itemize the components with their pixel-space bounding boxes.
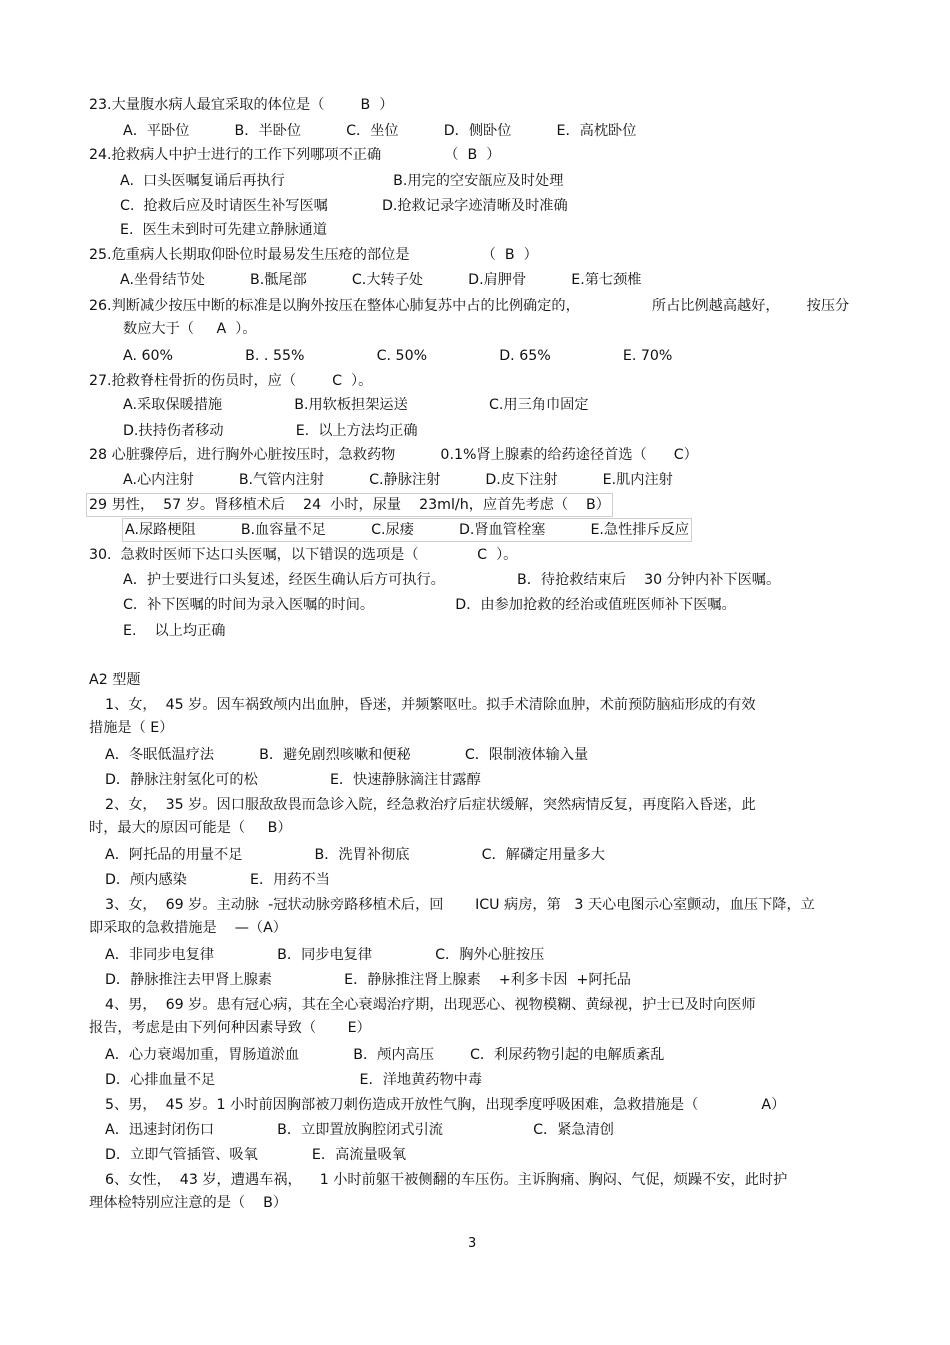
q27-stem: 27.抢救脊柱骨折的伤员时，应（ C ）。 xyxy=(89,373,373,389)
q24-stem: 24.抢救病人中护士进行的工作下列哪项不正确 （ B ） xyxy=(89,147,501,163)
q30-options-ab: A．护士要进行口头复述，经医生确认后方可执行。 B．待抢救结束后 30 分钟内补下医嘱。 xyxy=(123,572,781,588)
q29-stem: 29 男性， 57 岁。肾移植术后 24 小时，尿量 23ml/h，应首先考虑（ B） xyxy=(89,497,610,513)
q25-stem: 25.危重病人长期取仰卧位时最易发生压疮的部位是 （ B ） xyxy=(89,247,538,263)
q29-options: A.尿路梗阻 B.血容量不足 C.尿瘘 D.肾血管栓塞 E.急性排斥反应 xyxy=(125,522,690,538)
q26-stem-cont: 数应大于（ A ）。 xyxy=(123,321,257,337)
q24-options-cd: C. 抢救后应及时请医生补写医嘱 D.抢救记录字迹清晰及时准确 xyxy=(120,198,568,214)
q28-stem: 28 心脏骤停后，进行胸外心脏按压时，急救药物 0.1%肾上腺素的给药途径首选（ C） xyxy=(89,447,698,463)
a2-q4-stem-cont: 报告，考虑是由下列何种因素导致（ E） xyxy=(89,1020,371,1036)
page-number: 3 xyxy=(468,1236,477,1251)
a2-q3-stem-cont: 即采取的急救措施是 —（A） xyxy=(89,920,287,936)
q24-options-ab: A. 口头医嘱复诵后再执行 B.用完的空安瓿应及时处理 xyxy=(120,173,564,189)
a2-q1-stem: 1、女， 45 岁。因车祸致颅内出血肿，昏迷，并频繁呕吐。拟手术清除血肿，术前预防脑疝形成的有效 xyxy=(105,697,756,713)
q27-options-de: D.扶持伤者移动 E. 以上方法均正确 xyxy=(123,423,418,439)
q23-options: A．平卧位 B．半卧位 C．坐位 D．侧卧位 E．高枕卧位 xyxy=(123,123,637,139)
a2-q4-options-abc: A．心力衰竭加重，胃肠道淤血 B．颅内高压 C．利尿药物引起的电解质紊乱 xyxy=(105,1047,665,1063)
a2-q6-stem: 6、女性， 43 岁，遭遇车祸， 1 小时前躯干被侧翻的车压伤。主诉胸痛、胸闷、气促，烦躁不安，此时护 xyxy=(105,1172,788,1188)
q30-stem: 30. 急救时医师下达口头医嘱，以下错误的选项是（ C ）。 xyxy=(89,547,518,563)
a2-q2-options-abc: A．阿托品的用量不足 B．洗胃补彻底 C．解磷定用量多大 xyxy=(105,847,605,863)
a2-q4-stem: 4、男， 69 岁。患有冠心病，其在全心衰竭治疗期，出现恶心、视物模糊、黄绿视，护士已及时向医师 xyxy=(105,997,756,1013)
a2-q2-stem-cont: 时，最大的原因可能是（ B） xyxy=(89,820,292,836)
q25-options: A.坐骨结节处 B.骶尾部 C.大转子处 D.肩胛骨 E.第七颈椎 xyxy=(120,272,642,288)
q26-stem: 26.判断减少按压中断的标准是以胸外按压在整体心肺复苏中占的比例确定的， 所占比例越高越好， 按压分 xyxy=(89,298,850,314)
a2-q3-options-de: D．静脉推注去甲肾上腺素 E．静脉推注肾上腺素 +利多卡因 +阿托品 xyxy=(105,972,631,988)
a2-q3-stem: 3、女， 69 岁。主动脉 -冠状动脉旁路移植术后，回 ICU 病房，第 3 天心电图示心室颤动，血压下降，立 xyxy=(105,897,815,913)
a2-q1-stem-cont: 措施是（ E） xyxy=(89,720,174,736)
a2-q5-options-abc: A．迅速封闭伤口 B．立即置放胸腔闭式引流 C．紧急清创 xyxy=(105,1122,614,1138)
a2-q5-options-de: D．立即气管插管、吸氧 E．高流量吸氧 xyxy=(105,1147,407,1163)
a2-q6-stem-cont: 理体检特别应注意的是（ B） xyxy=(89,1195,288,1211)
a2-q4-options-de: D．心排血量不足 E．洋地黄药物中毒 xyxy=(105,1072,483,1088)
q27-options-abc: A.采取保暖措施 B.用软板担架运送 C.用三角巾固定 xyxy=(123,397,589,413)
q23-stem: 23.大量腹水病人最宜采取的体位是（ B ） xyxy=(89,97,394,113)
a2-q2-stem: 2、女， 35 岁。因口服敌敌畏而急诊入院，经急救治疗后症状缓解，突然病情反复，再度陷入昏迷，此 xyxy=(105,797,756,813)
q30-options-cd: C．补下医嘱的时间为录入医嘱的时间。 D．由参加抢救的经治或值班医师补下医嘱。 xyxy=(123,597,736,613)
q24-option-e: E. 医生未到时可先建立静脉通道 xyxy=(120,222,327,238)
a2-q5-stem: 5、男， 45 岁。1 小时前因胸部被刀刺伤造成开放性气胸，出现季度呼吸困难，急救措施是（ A） xyxy=(105,1097,786,1113)
q28-options: A.心内注射 B.气管内注射 C.静脉注射 D.皮下注射 E.肌内注射 xyxy=(123,472,673,488)
section-heading-a2: A2 型题 xyxy=(89,672,141,688)
a2-q2-options-de: D．颅内感染 E．用药不当 xyxy=(105,872,330,888)
a2-q3-options-abc: A．非同步电复律 B．同步电复律 C．胸外心脏按压 xyxy=(105,947,545,963)
q26-options: A. 60% B. . 55% C. 50% D. 65% E. 70% xyxy=(123,348,673,364)
q30-option-e: E. 以上均正确 xyxy=(123,623,226,639)
a2-q1-options-de: D．静脉注射氢化可的松 E．快速静脉滴注甘露醇 xyxy=(105,772,481,788)
a2-q1-options-abc: A．冬眠低温疗法 B．避免剧烈咳嗽和便秘 C．限制液体输入量 xyxy=(105,747,589,763)
